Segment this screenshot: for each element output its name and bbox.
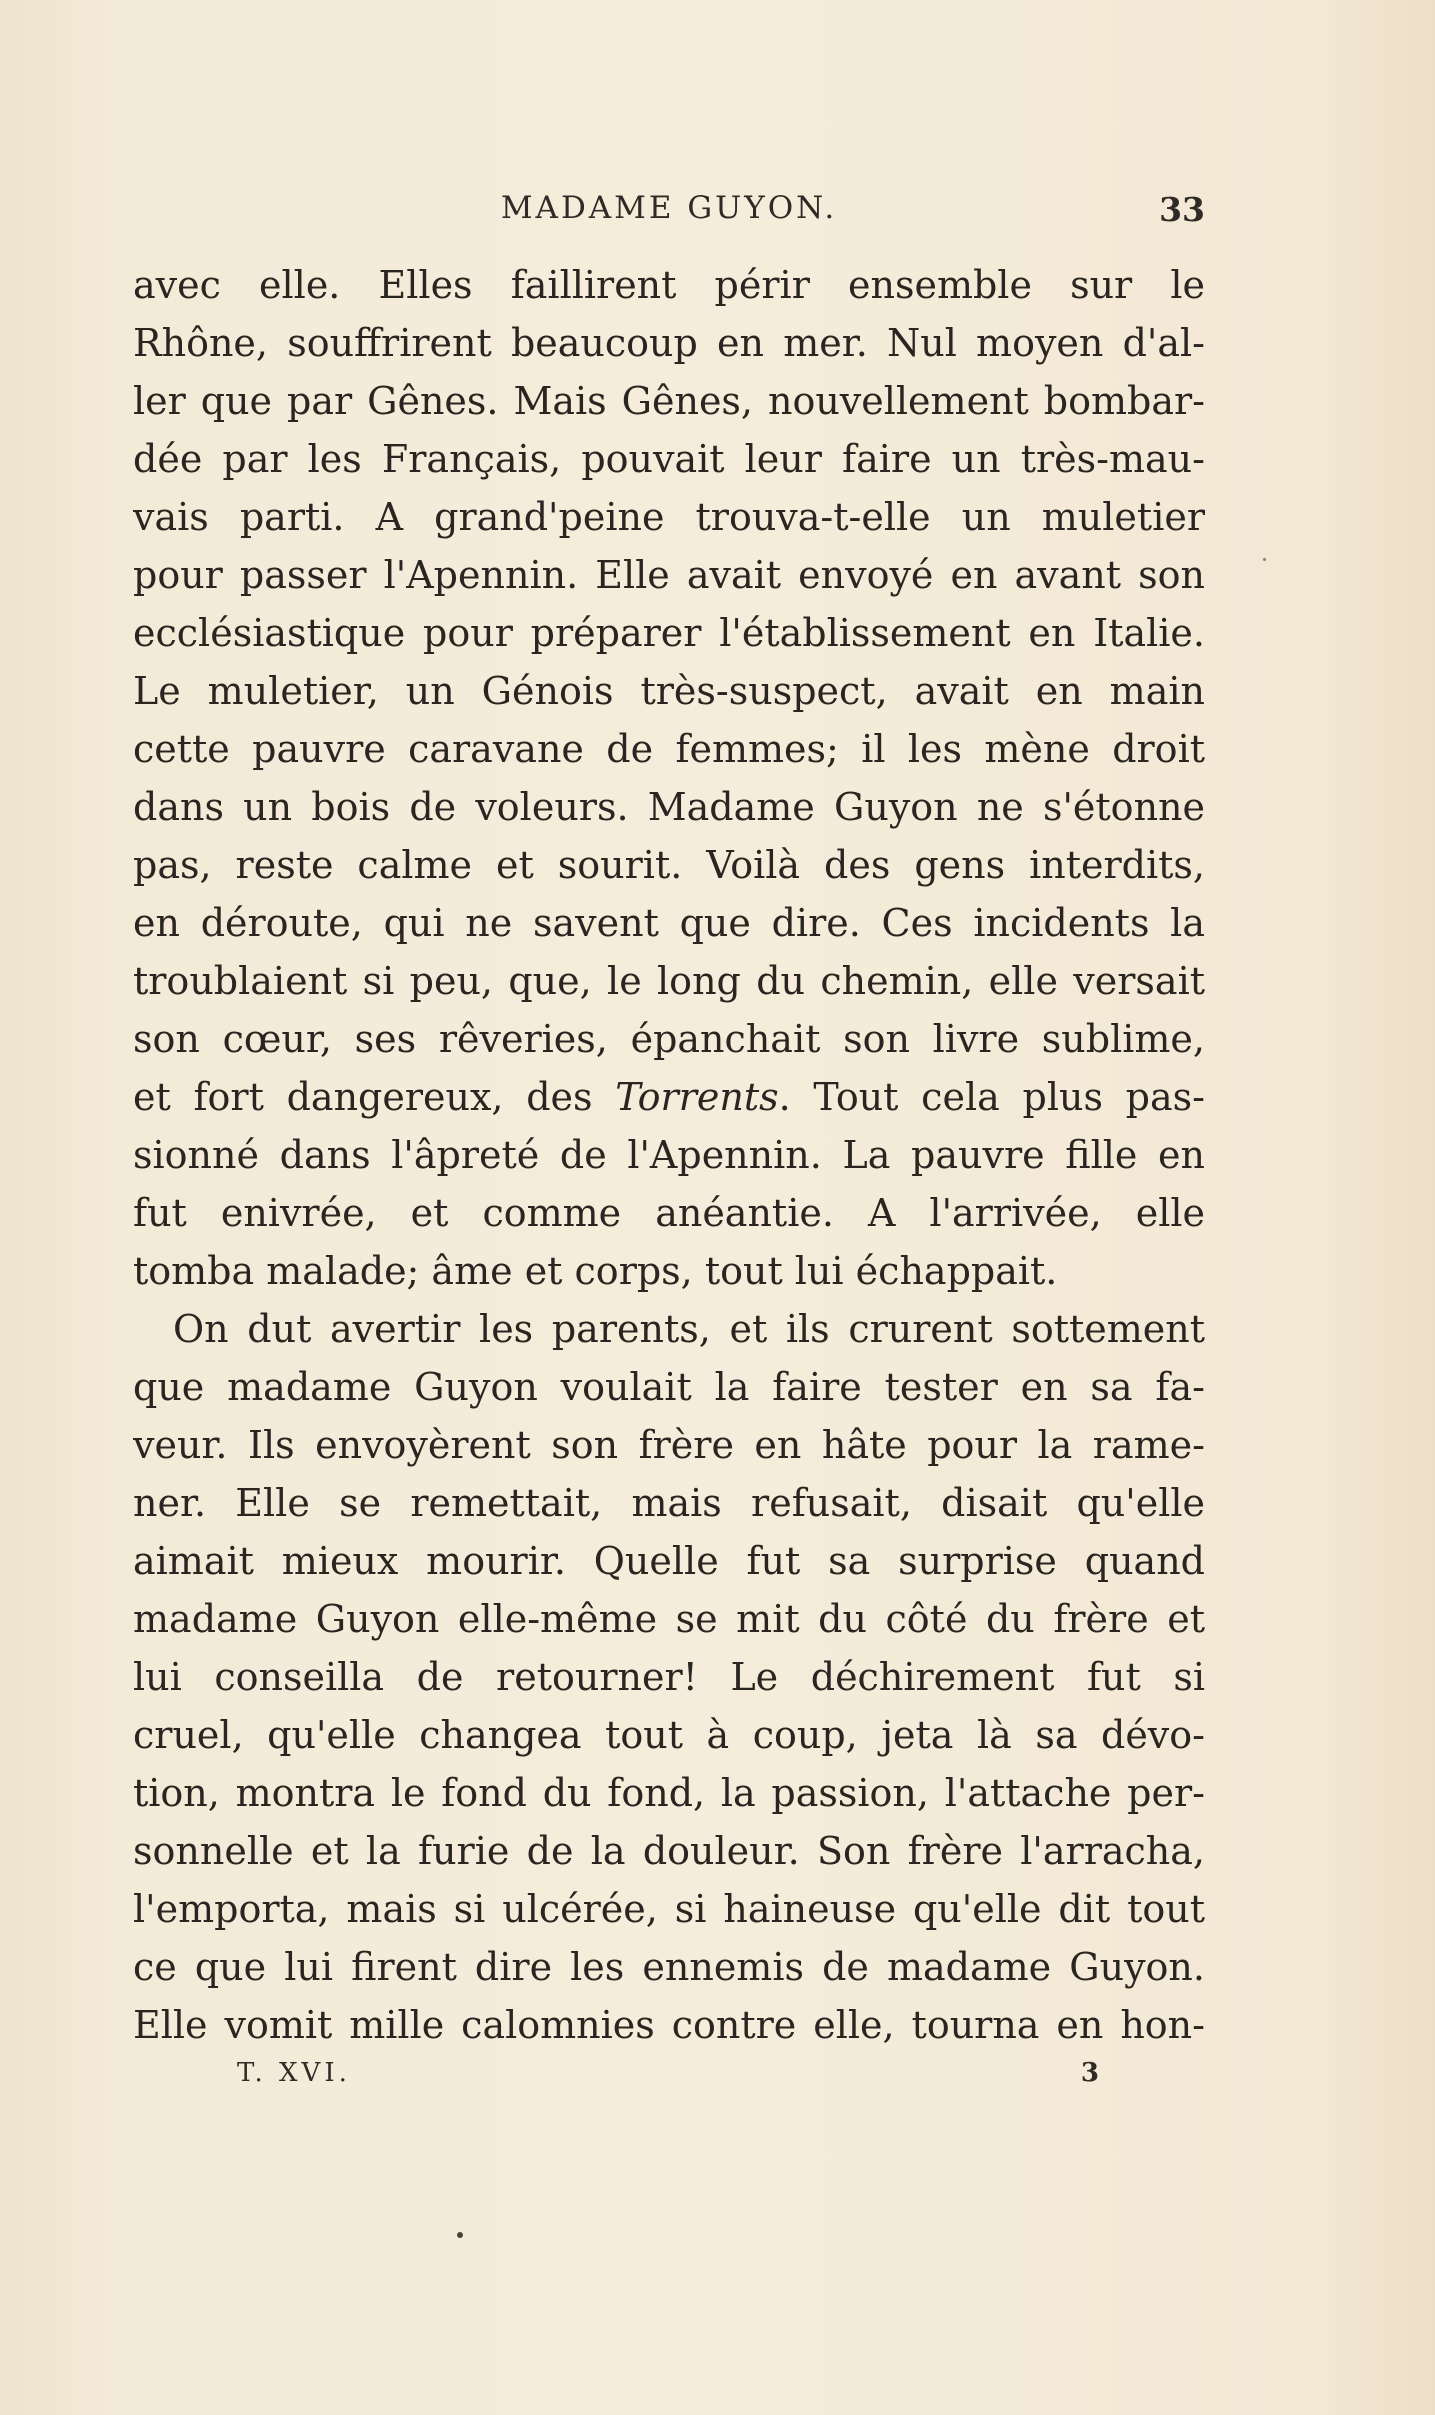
text-line: On dut avertir les parents, et ils crurent sottement xyxy=(173,1307,1205,1351)
text-segment: et fort dangereux, des xyxy=(133,1075,616,1119)
text-line: pas, reste calme et sourit. Voilà des gens interdits, xyxy=(133,843,1205,887)
text-line: pour passer l'Apennin. Elle avait envoyé en avant son xyxy=(133,553,1205,597)
page-number: 33 xyxy=(1159,190,1205,229)
text-line: l'emporta, mais si ulcérée, si haineuse qu'elle dit tout xyxy=(133,1887,1205,1931)
volume-signature: T. XVI. xyxy=(237,2058,351,2088)
text-line: sionné dans l'âpreté de l'Apennin. La pauvre fille en xyxy=(133,1133,1205,1177)
running-title: MADAME GUYON. xyxy=(500,190,838,226)
text-segment: . Tout cela plus pas- xyxy=(778,1075,1205,1119)
text-line: dée par les Français, pouvait leur faire un très-mau- xyxy=(133,437,1205,481)
text-line: ler que par Gênes. Mais Gênes, nouvellement bombar- xyxy=(133,379,1205,423)
text-line: cruel, qu'elle changea tout à coup, jeta là sa dévo- xyxy=(133,1713,1205,1757)
text-line: dans un bois de voleurs. Madame Guyon ne s'étonne xyxy=(133,785,1205,829)
text-line: troublaient si peu, que, le long du chemin, elle versait xyxy=(133,959,1205,1003)
text-line: fut enivrée, et comme anéantie. A l'arrivée, elle xyxy=(133,1191,1205,1235)
text-line: aimait mieux mourir. Quelle fut sa surprise quand xyxy=(133,1539,1205,1583)
text-line: tomba malade; âme et corps, tout lui échappait. xyxy=(133,1249,1058,1293)
text-line: que madame Guyon voulait la faire tester en sa fa- xyxy=(133,1365,1205,1409)
text-line: vais parti. A grand'peine trouva-t-elle un muletier xyxy=(133,495,1205,539)
text-line: en déroute, qui ne savent que dire. Ces incidents la xyxy=(133,901,1205,945)
text-line: Rhône, souffrirent beaucoup en mer. Nul moyen d'al- xyxy=(133,321,1205,365)
ink-speck xyxy=(457,2232,463,2238)
text-line: ce que lui firent dire les ennemis de madame Guyon. xyxy=(133,1945,1205,1989)
text-line: Le muletier, un Génois très-suspect, avait en main xyxy=(133,669,1205,713)
text-line: ner. Elle se remettait, mais refusait, disait qu'elle xyxy=(133,1481,1205,1525)
text-line: ecclésiastique pour préparer l'établissement en Italie. xyxy=(133,611,1205,655)
running-head xyxy=(133,182,1205,232)
text-line: avec elle. Elles faillirent périr ensemble sur le xyxy=(133,263,1205,307)
text-line: madame Guyon elle-même se mit du côté du frère et xyxy=(133,1597,1205,1641)
text-line: veur. Ils envoyèrent son frère en hâte pour la rame- xyxy=(133,1423,1205,1467)
text-line xyxy=(133,1068,1205,1126)
book-title-italic: Torrents xyxy=(615,1075,779,1119)
text-line: Elle vomit mille calomnies contre elle, tourna en hon- xyxy=(133,2003,1205,2047)
text-line: sonnelle et la furie de la douleur. Son frère l'arracha, xyxy=(133,1829,1205,1873)
text-line: cette pauvre caravane de femmes; il les mène droit xyxy=(133,727,1205,771)
text-line: son cœur, ses rêveries, épanchait son livre sublime, xyxy=(133,1017,1205,1061)
gathering-number: 3 xyxy=(1080,2058,1099,2088)
text-line: tion, montra le fond du fond, la passion, l'attache per- xyxy=(133,1771,1205,1815)
text-line: lui conseilla de retourner! Le déchirement fut si xyxy=(133,1655,1205,1699)
ink-speck xyxy=(1263,558,1266,561)
page-footer xyxy=(237,2058,1099,2098)
body-text xyxy=(133,256,1205,2054)
